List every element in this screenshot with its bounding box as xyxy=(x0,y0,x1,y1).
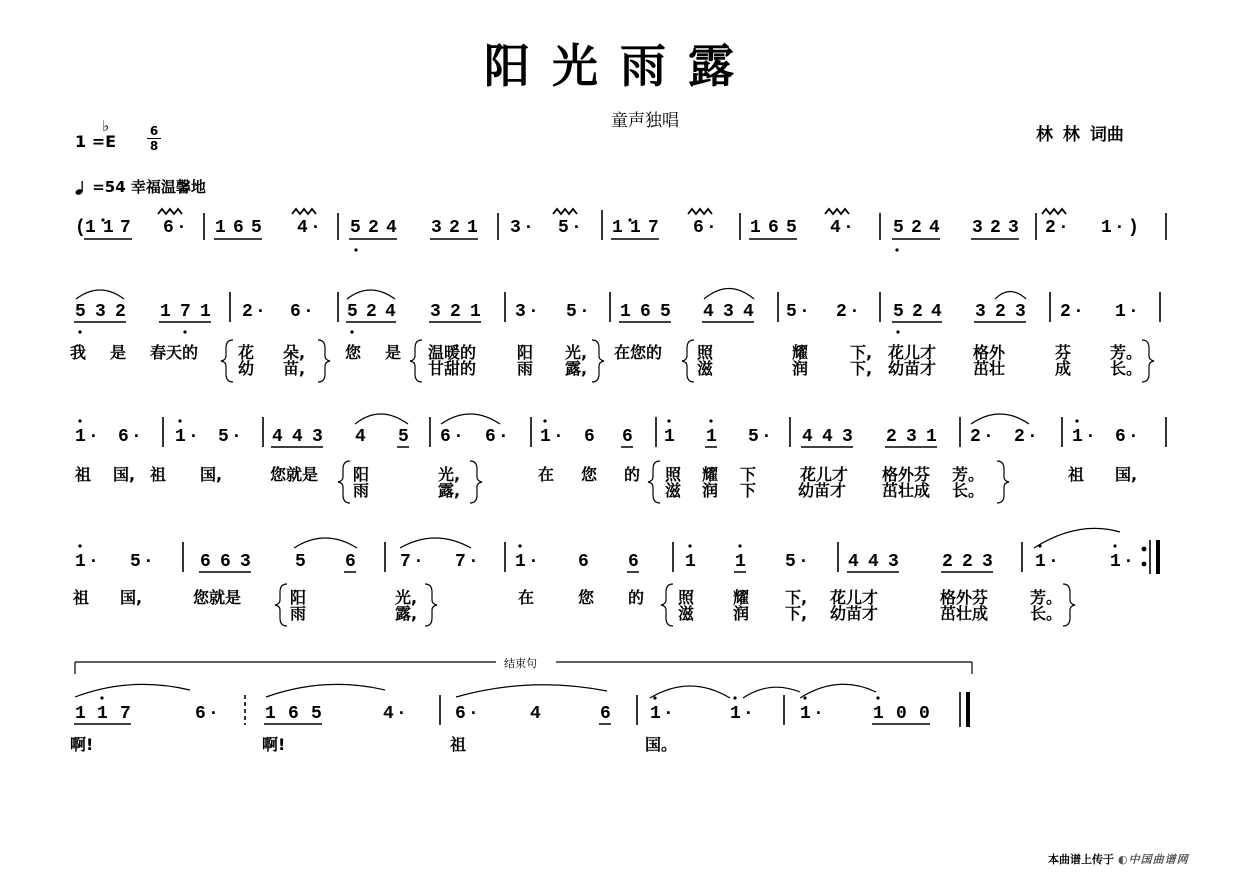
performance-note: 童声独唱 xyxy=(611,111,679,131)
time-numerator: 6 xyxy=(149,124,159,138)
note: 5 xyxy=(130,552,141,572)
note: 3 xyxy=(1015,302,1026,322)
lyric-word: 是 xyxy=(110,343,127,362)
lyric-word: 照 xyxy=(678,588,695,607)
note: · xyxy=(761,427,772,447)
lyric-word: 照 xyxy=(665,465,682,484)
lyric-word: 幼苗才 xyxy=(798,481,847,500)
note: · xyxy=(188,427,199,447)
note: 2 xyxy=(990,218,1001,238)
note: 2 xyxy=(368,218,379,238)
note: 5 xyxy=(558,218,569,238)
note: 5 xyxy=(786,302,797,322)
key-letter: E xyxy=(105,132,117,151)
note: · xyxy=(1128,302,1139,322)
note: 5 xyxy=(660,302,671,322)
note: 3 xyxy=(982,552,993,572)
note: · xyxy=(813,704,824,724)
lyric-word: 茁壮 xyxy=(973,359,1006,378)
lyric-word: 朵, xyxy=(283,343,306,362)
note: 2 xyxy=(115,302,126,322)
note: 2 xyxy=(970,427,981,447)
note: 1 xyxy=(200,302,211,322)
note: 2 xyxy=(942,552,953,572)
note: · xyxy=(1073,302,1084,322)
lyric-word: 下, xyxy=(785,604,808,623)
lyric-word: 国, xyxy=(200,465,223,484)
note: 6 xyxy=(455,704,466,724)
note: 6 xyxy=(288,704,299,724)
note: 5 xyxy=(748,427,759,447)
mordent-icon xyxy=(292,209,316,214)
ending-label: 结束句 xyxy=(504,657,537,670)
note: · xyxy=(798,552,809,572)
note: · xyxy=(255,302,266,322)
lyric-word: 我 xyxy=(70,343,87,362)
note: · xyxy=(528,302,539,322)
note: ( xyxy=(75,218,86,238)
mordent-icons xyxy=(158,209,1066,214)
note: · xyxy=(468,552,479,572)
note: · xyxy=(468,704,479,724)
lyric-word: 幼 xyxy=(238,359,255,378)
note: 1 xyxy=(75,427,86,447)
lyric-word: 芳。 xyxy=(952,465,985,484)
note: 2 xyxy=(912,302,923,322)
time-denominator: 8 xyxy=(149,139,159,153)
lyric-word: 长。 xyxy=(1110,359,1143,378)
note: 1 xyxy=(540,427,551,447)
lyric-word: 国, xyxy=(1115,465,1138,484)
note: · xyxy=(849,302,860,322)
lyric-word: 雨 xyxy=(517,359,534,378)
key-prefix: 1 = xyxy=(75,132,106,151)
lyric-word: 啊! xyxy=(262,735,286,754)
brand-name: 中国曲谱网 xyxy=(1128,853,1189,866)
note: 2 xyxy=(242,302,253,322)
lyric-word: 国, xyxy=(120,588,143,607)
note: 3 xyxy=(723,302,734,322)
note: · xyxy=(706,218,717,238)
lyric-word: 祖 xyxy=(150,465,167,484)
note: · xyxy=(663,704,674,724)
note: 1 xyxy=(1101,218,1112,238)
lyric-word: 春天的 xyxy=(150,343,199,362)
lyric-word: 温暖的 xyxy=(428,343,477,362)
note: 1 xyxy=(97,704,108,724)
mordent-icon xyxy=(158,209,182,214)
lyric-word: 祖 xyxy=(75,465,92,484)
lyric-word: 国, xyxy=(113,465,136,484)
lyric-word: 润 xyxy=(792,359,809,378)
lyric-word: 滋 xyxy=(665,481,682,500)
lyric-word: 在 xyxy=(518,588,535,607)
note: 1 xyxy=(664,427,675,447)
note: 5 xyxy=(347,302,358,322)
note: 1 xyxy=(630,218,641,238)
lyric-word: 光, xyxy=(395,588,418,607)
note: 5 xyxy=(566,302,577,322)
note: 7 xyxy=(120,218,131,238)
note: 1 xyxy=(467,218,478,238)
note: 7 xyxy=(648,218,659,238)
note: 3 xyxy=(1008,218,1019,238)
note: 6 xyxy=(693,218,704,238)
composer-credit: 林 林 词曲 xyxy=(1036,125,1124,145)
note: 3 xyxy=(240,552,251,572)
note: 6 xyxy=(600,704,611,724)
note: · xyxy=(1123,552,1134,572)
note: ) xyxy=(1128,218,1139,238)
note: 2 xyxy=(911,218,922,238)
note: 2 xyxy=(1045,218,1056,238)
note: · xyxy=(799,302,810,322)
note: 3 xyxy=(842,427,853,447)
note: 1 xyxy=(1035,552,1046,572)
note: 5 xyxy=(786,218,797,238)
lyric-word: 露, xyxy=(395,604,418,623)
lyric-word: 露, xyxy=(565,359,588,378)
lyric-word: 茁壮成 xyxy=(882,481,931,500)
note: 1 xyxy=(85,218,96,238)
lyric-word: 甘甜的 xyxy=(428,359,477,378)
lyric-word: 照 xyxy=(697,343,714,362)
note: 6 xyxy=(768,218,779,238)
note: 1 xyxy=(873,704,884,724)
note: · xyxy=(208,704,219,724)
note: 4 xyxy=(868,552,879,572)
note: · xyxy=(143,552,154,572)
note: · xyxy=(983,427,994,447)
note: 2 xyxy=(995,302,1006,322)
note: 6 xyxy=(233,218,244,238)
lyric-word: 露, xyxy=(438,481,461,500)
lyric-word: 在您的 xyxy=(614,343,663,362)
note: 7 xyxy=(400,552,411,572)
note: 3 xyxy=(430,302,441,322)
note: 6 xyxy=(290,302,301,322)
lyric-word: 雨 xyxy=(290,604,307,623)
note: 1 xyxy=(735,552,746,572)
note: 3 xyxy=(431,218,442,238)
note: 4 xyxy=(383,704,394,724)
note: 3 xyxy=(888,552,899,572)
note: 1 xyxy=(160,302,171,322)
note: 6 xyxy=(195,704,206,724)
note: 6 xyxy=(584,427,595,447)
note: 7 xyxy=(120,704,131,724)
note: 3 xyxy=(972,218,983,238)
lyric-word: 您 xyxy=(581,465,598,484)
note: · xyxy=(1128,427,1139,447)
note: 5 xyxy=(893,302,904,322)
lyric-word: 芳。 xyxy=(1030,588,1063,607)
note: 6 xyxy=(345,552,356,572)
note: 2 xyxy=(886,427,897,447)
lyric-word: 下 xyxy=(740,481,757,500)
note: · xyxy=(553,427,564,447)
site-logo[interactable]: ◐中国曲谱网 xyxy=(1118,853,1189,866)
lyric-word: 滋 xyxy=(697,359,714,378)
note: 1 xyxy=(1115,302,1126,322)
lyric-word: 苗, xyxy=(283,359,306,378)
site-footer xyxy=(1048,851,1189,867)
note: 5 xyxy=(218,427,229,447)
note: 4 xyxy=(830,218,841,238)
lyric-word: 长。 xyxy=(952,481,985,500)
note: 2 xyxy=(1014,427,1025,447)
note: 2 xyxy=(366,302,377,322)
note: 1 xyxy=(103,218,114,238)
note: 5 xyxy=(251,218,262,238)
lyric-word: 雨 xyxy=(353,481,370,500)
note: 1 xyxy=(75,704,86,724)
note: · xyxy=(88,427,99,447)
lyric-word: 啊! xyxy=(70,735,94,754)
mordent-icon xyxy=(688,209,712,214)
note: 1 xyxy=(175,427,186,447)
note: 2 xyxy=(962,552,973,572)
note: 4 xyxy=(297,218,308,238)
note: 4 xyxy=(931,302,942,322)
note: 6 xyxy=(628,552,639,572)
note: 1 xyxy=(750,218,761,238)
note: 6 xyxy=(640,302,651,322)
lyric-word: 花 xyxy=(238,343,255,362)
note: 1 xyxy=(1110,552,1121,572)
note: 6 xyxy=(440,427,451,447)
lyric-word: 芬 xyxy=(1055,343,1072,362)
lyric-word: 您 xyxy=(345,343,362,362)
lyric-word: 耀 xyxy=(792,343,809,362)
lyric-word: 下, xyxy=(850,343,873,362)
lyric-word: 润 xyxy=(733,604,750,623)
note: 2 xyxy=(836,302,847,322)
note: 1 xyxy=(650,704,661,724)
note: 5 xyxy=(75,302,86,322)
note: · xyxy=(176,218,187,238)
lyric-word: 滋 xyxy=(678,604,695,623)
note: · xyxy=(1048,552,1059,572)
note: 6 xyxy=(1115,427,1126,447)
note: 6 xyxy=(578,552,589,572)
note: 1 xyxy=(706,427,717,447)
note: 5 xyxy=(311,704,322,724)
octave-dots xyxy=(78,218,1116,699)
lyric-word: 的 xyxy=(624,465,641,484)
note: 1 xyxy=(926,427,937,447)
note: · xyxy=(1027,427,1038,447)
note: 4 xyxy=(355,427,366,447)
note: 7 xyxy=(455,552,466,572)
lyric-word: 花儿才 xyxy=(888,343,937,362)
note: 1 xyxy=(470,302,481,322)
lyric-word: 格外芬 xyxy=(940,588,989,607)
lyric-word: 格外 xyxy=(973,343,1006,362)
note: · xyxy=(579,302,590,322)
lyric-word: 格外芬 xyxy=(882,465,931,484)
note: · xyxy=(528,552,539,572)
note: · xyxy=(571,218,582,238)
mordent-icon xyxy=(825,209,849,214)
note: 1 xyxy=(1072,427,1083,447)
note: 5 xyxy=(295,552,306,572)
note: 5 xyxy=(893,218,904,238)
note: 4 xyxy=(802,427,813,447)
lyric-word: 您就是 xyxy=(193,588,242,607)
note: 3 xyxy=(95,302,106,322)
mordent-icon xyxy=(553,209,577,214)
note: 6 xyxy=(220,552,231,572)
lyric-word: 长。 xyxy=(1030,604,1063,623)
note: 4 xyxy=(929,218,940,238)
lyrics-layer xyxy=(70,343,1142,754)
footer-text: 本曲谱上传于 xyxy=(1048,853,1114,866)
lyric-word: 祖 xyxy=(450,735,467,754)
note: 1 xyxy=(215,218,226,238)
lyric-word: 芳。 xyxy=(1110,343,1143,362)
note: 2 xyxy=(450,302,461,322)
lyric-word: 下, xyxy=(785,588,808,607)
note: 0 xyxy=(919,704,930,724)
note: 4 xyxy=(272,427,283,447)
lyric-word: 祖 xyxy=(73,588,90,607)
lyric-word: 花儿才 xyxy=(830,588,879,607)
lyric-word: 祖 xyxy=(1068,465,1085,484)
note: · xyxy=(1058,218,1069,238)
note: · xyxy=(131,427,142,447)
note: · xyxy=(413,552,424,572)
note: 6 xyxy=(163,218,174,238)
note: 3 xyxy=(312,427,323,447)
note: 4 xyxy=(292,427,303,447)
lyric-word: 国。 xyxy=(645,735,678,754)
note: · xyxy=(523,218,534,238)
note: 1 xyxy=(515,552,526,572)
lyric-word: 下 xyxy=(740,465,757,484)
note: 6 xyxy=(622,427,633,447)
note: 4 xyxy=(386,218,397,238)
note: · xyxy=(498,427,509,447)
note: 1 xyxy=(685,552,696,572)
note: · xyxy=(1114,218,1125,238)
lyric-word: 耀 xyxy=(702,465,719,484)
note: 3 xyxy=(510,218,521,238)
note: 4 xyxy=(530,704,541,724)
lyric-word: 茁壮成 xyxy=(940,604,989,623)
lyric-word: 在 xyxy=(538,465,555,484)
lyric-word: 幼苗才 xyxy=(888,359,937,378)
note: 0 xyxy=(896,704,907,724)
note: 7 xyxy=(180,302,191,322)
note: 4 xyxy=(743,302,754,322)
lyric-word: 的 xyxy=(628,588,645,607)
tempo-text: =54 幸福温馨地 xyxy=(92,178,206,196)
barlines-row-4 xyxy=(183,540,1158,574)
note: 1 xyxy=(730,704,741,724)
song-title: 阳光雨露 xyxy=(484,39,756,93)
note: · xyxy=(1085,427,1096,447)
note: 6 xyxy=(118,427,129,447)
note: 4 xyxy=(848,552,859,572)
lyric-word: 花儿才 xyxy=(800,465,849,484)
lyric-word: 光, xyxy=(565,343,588,362)
note: · xyxy=(743,704,754,724)
lyric-word: 是 xyxy=(385,343,402,362)
note: 4 xyxy=(822,427,833,447)
note: 1 xyxy=(800,704,811,724)
note: 1 xyxy=(265,704,276,724)
lyric-word: 幼苗才 xyxy=(830,604,879,623)
lyric-word: 您 xyxy=(578,588,595,607)
note: · xyxy=(310,218,321,238)
note: · xyxy=(88,552,99,572)
note: 3 xyxy=(975,302,986,322)
note: 4 xyxy=(703,302,714,322)
note: 6 xyxy=(200,552,211,572)
lyric-word: 耀 xyxy=(733,588,750,607)
note: 1 xyxy=(75,552,86,572)
repeat-dots xyxy=(1142,547,1147,567)
note: · xyxy=(396,704,407,724)
note: 6 xyxy=(485,427,496,447)
note: 3 xyxy=(515,302,526,322)
note: 5 xyxy=(398,427,409,447)
note: · xyxy=(453,427,464,447)
lyric-word: 润 xyxy=(702,481,719,500)
lyric-word: 您就是 xyxy=(270,465,319,484)
barlines-row-1 xyxy=(204,210,1166,240)
lyric-word: 阳 xyxy=(290,588,307,607)
lyric-word: 下, xyxy=(850,359,873,378)
note: · xyxy=(843,218,854,238)
lyric-word: 阳 xyxy=(353,465,370,484)
note: 4 xyxy=(385,302,396,322)
note: 2 xyxy=(1060,302,1071,322)
note: 5 xyxy=(785,552,796,572)
note: 5 xyxy=(350,218,361,238)
lyric-word: 成 xyxy=(1055,359,1072,378)
mordent-icon xyxy=(1042,209,1066,214)
note: · xyxy=(231,427,242,447)
note: 1 xyxy=(612,218,623,238)
note: 1 xyxy=(620,302,631,322)
lyric-word: 光, xyxy=(438,465,461,484)
flat-sign: ♭ xyxy=(102,117,110,135)
lyric-word: 阳 xyxy=(517,343,534,362)
note: 3 xyxy=(906,427,917,447)
note: · xyxy=(303,302,314,322)
note: 2 xyxy=(449,218,460,238)
